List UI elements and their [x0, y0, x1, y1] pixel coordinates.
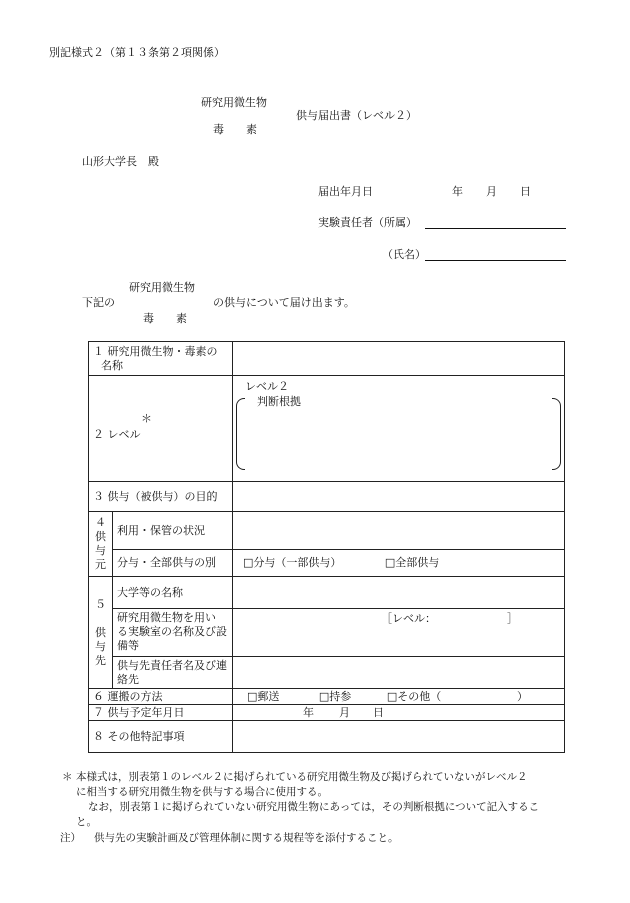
group-provider-c3: 元	[95, 558, 106, 571]
group-provider-c1: 供	[95, 530, 106, 543]
row-laboratory	[89, 609, 565, 657]
value-laboratory[interactable]	[233, 609, 565, 657]
title-line1: 研究用微生物	[201, 96, 267, 109]
value-remarks[interactable]	[233, 721, 565, 753]
label-contact-l1: 供与先責任者名及び連	[117, 658, 227, 672]
date-month: 月	[486, 185, 497, 198]
row-distribution	[89, 550, 565, 577]
checkbox-hand[interactable]: □持参	[318, 689, 352, 703]
group-recipient-num: ５	[95, 597, 106, 611]
checkbox-mail[interactable]: □郵送	[247, 689, 280, 703]
label-contact	[113, 657, 233, 689]
group-recipient-c1: 供	[95, 625, 106, 639]
row-transport	[89, 689, 565, 705]
label-laboratory	[113, 609, 233, 657]
row-name	[89, 342, 565, 376]
schedule-month: 月	[339, 706, 350, 719]
label-name-line1: １ 研究用微生物・毒素の	[93, 344, 218, 358]
affiliation-label: 実験責任者（所属）	[318, 216, 417, 229]
row-level	[89, 376, 565, 482]
group-recipient	[89, 577, 113, 689]
name-label: （氏名）	[382, 248, 426, 261]
notification-form-table	[88, 341, 565, 753]
row-schedule	[89, 705, 565, 721]
date-label: 届出年月日	[318, 185, 373, 198]
label-contact-l2: 絡先	[117, 672, 139, 686]
label-name-line2: 名称	[101, 358, 123, 372]
value-usage[interactable]	[233, 512, 565, 550]
value-name[interactable]	[233, 342, 565, 376]
level-label: ２ レベル	[93, 428, 141, 441]
schedule-year: 年	[303, 706, 314, 719]
group-provider-c2: 与	[95, 544, 106, 557]
level-asterisk: ＊	[141, 412, 152, 425]
bracket-left	[236, 398, 245, 470]
label-level	[89, 376, 233, 482]
footnote-label: 注）	[60, 832, 81, 844]
label-purpose: ３ 供与（被供与）の目的	[89, 482, 233, 512]
label-remarks: ８ その他特記事項	[89, 721, 233, 753]
name-line[interactable]	[425, 260, 566, 261]
label-laboratory-l3: 備等	[117, 639, 139, 652]
group-provider-num: ４	[95, 516, 106, 529]
label-institution: 大学等の名称	[113, 577, 233, 609]
row-usage	[89, 512, 565, 550]
lab-level-open: ［レベル：	[381, 612, 436, 625]
row-remarks	[89, 721, 565, 753]
checkbox-full[interactable]: □全部供与	[384, 556, 440, 569]
addressee: 山形大学長 殿	[82, 155, 159, 168]
group-recipient-c3: 先	[95, 653, 106, 667]
value-institution[interactable]	[233, 577, 565, 609]
note-asterisk: ＊	[62, 771, 73, 783]
row-purpose	[89, 482, 565, 512]
note-line3: なお，別表第１に掲げられていない研究用微生物にあっては，その判断根拠について記入するこ	[88, 801, 540, 813]
schedule-day: 日	[373, 706, 384, 719]
row-contact	[89, 657, 565, 689]
checkbox-partial[interactable]: □分与（一部供与）	[243, 556, 342, 569]
checkbox-other[interactable]: □その他（	[386, 689, 442, 703]
title-main: 供与届出書（レベル２）	[296, 109, 417, 122]
label-schedule: ７ 供与予定年月日	[89, 705, 233, 721]
label-name	[89, 342, 233, 376]
row-institution	[89, 577, 565, 609]
lab-level-close: ］	[507, 612, 518, 625]
value-schedule[interactable]	[233, 705, 565, 721]
value-purpose[interactable]	[233, 482, 565, 512]
note-line2: に相当する研究用微生物を供与する場合に使用する。	[76, 786, 328, 798]
bracket-right	[552, 398, 561, 470]
affiliation-line[interactable]	[425, 228, 566, 229]
note-line4: と。	[76, 816, 97, 828]
note-line1: 本様式は，別表第１のレベル２に掲げられている研究用微生物及び掲げられていないがレベル２	[76, 771, 528, 783]
intro-line1: 研究用微生物	[129, 281, 195, 294]
form-reference: 別記様式２（第１３条第２項関係）	[49, 46, 225, 59]
other-close: ）	[517, 690, 528, 703]
footnote-text: 供与先の実験計画及び管理体制に関する規程等を添付すること。	[94, 832, 399, 844]
label-laboratory-l2: る実験室の名称及び設	[117, 625, 227, 638]
label-laboratory-l1: 研究用微生物を用い	[117, 611, 216, 624]
level-value: レベル２	[245, 380, 289, 393]
title-line3: 毒 素	[213, 123, 257, 136]
value-contact[interactable]	[233, 657, 565, 689]
value-transport	[233, 689, 565, 705]
date-day: 日	[520, 185, 531, 198]
date-year: 年	[452, 185, 463, 198]
group-recipient-c2: 与	[95, 639, 106, 653]
label-usage: 利用・保管の状況	[113, 512, 233, 550]
value-distribution	[233, 550, 565, 577]
label-transport: ６ 運搬の方法	[89, 689, 233, 705]
intro-prefix: 下記の	[82, 296, 115, 309]
value-level[interactable]	[233, 376, 565, 482]
basis-label: 判断根拠	[257, 395, 301, 408]
label-distribution: 分与・全部供与の別	[113, 550, 233, 577]
group-provider	[89, 512, 113, 577]
intro-line3: 毒 素	[143, 312, 187, 325]
intro-suffix: の供与について届け出ます。	[213, 296, 355, 309]
